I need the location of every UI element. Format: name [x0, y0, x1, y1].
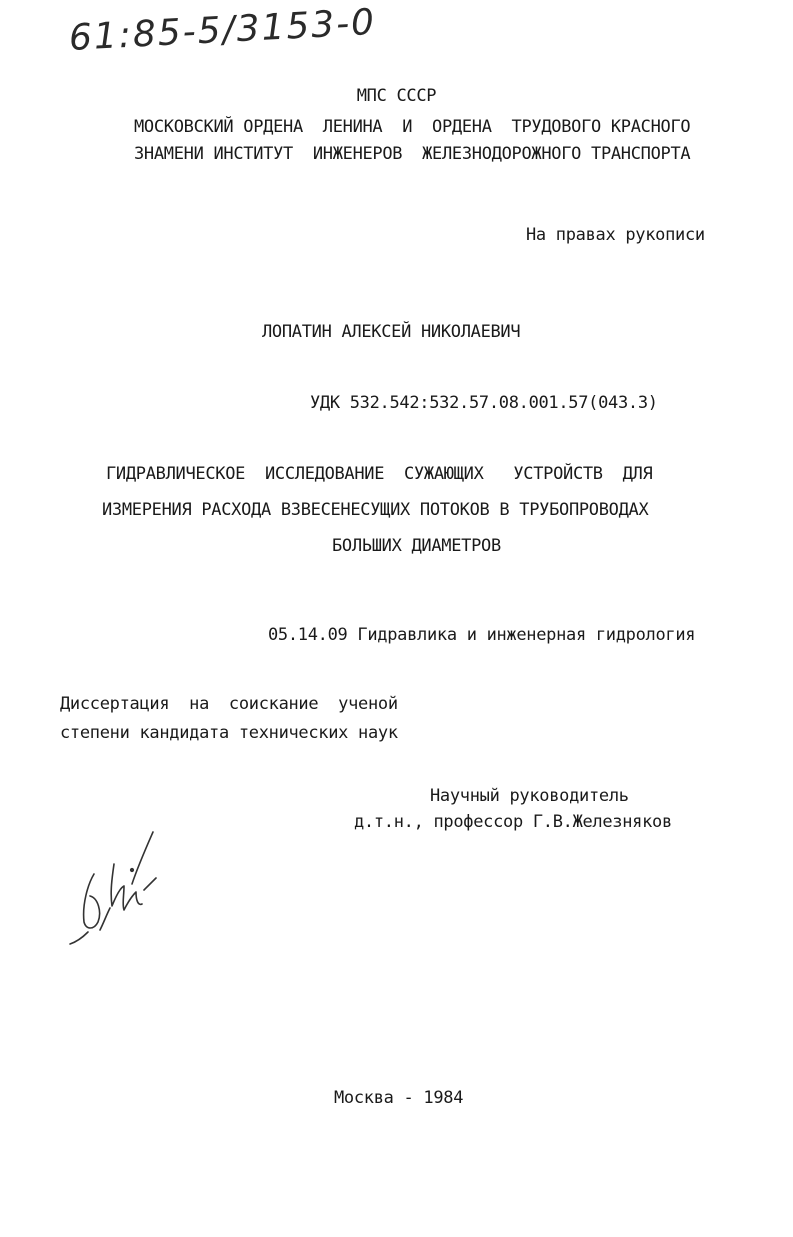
degree-line-1: Диссертация на соискание ученой [60, 694, 398, 714]
specialty-code: 05.14.09 Гидравлика и инженерная гидрология [268, 625, 696, 645]
institute-line-1: МОСКОВСКИЙ ОРДЕНА ЛЕНИНА И ОРДЕНА ТРУДОВОГО КРАСНОГО [134, 117, 691, 137]
udk-code: УДК 532.542:532.57.08.001.57(043.3) [310, 393, 658, 413]
title-line-2: ИЗМЕРЕНИЯ РАСХОДА ВЗВЕСЕНЕСУЩИХ ПОТОКОВ В ТРУБОПРОВОДАХ [102, 500, 649, 520]
signature-scribble [58, 826, 170, 956]
ministry-label: МПС СССР [356, 86, 437, 106]
advisor-name: д.т.н., профессор Г.В.Железняков [354, 812, 672, 832]
degree-line-2: степени кандидата технических наук [60, 723, 398, 743]
archive-code-handwritten: 61:85-5/3153-0 [68, 1, 378, 59]
city-year-footer: Москва - 1984 [334, 1088, 464, 1108]
signature-stroke [144, 878, 156, 890]
title-line-3: БОЛЬШИХ ДИАМЕТРОВ [332, 536, 501, 556]
institute-line-2: ЗНАМЕНИ ИНСТИТУТ ИНЖЕНЕРОВ ЖЕЛЕЗНОДОРОЖНОГО ТРАНСПОРТА [134, 144, 691, 164]
signature-stroke [70, 932, 88, 944]
signature-stroke [132, 832, 153, 884]
signature-stroke [84, 874, 100, 928]
signature-stroke [100, 908, 110, 930]
author-name: ЛОПАТИН АЛЕКСЕЙ НИКОЛАЕВИЧ [262, 322, 521, 342]
signature-dot [131, 869, 134, 872]
advisor-role: Научный руководитель [430, 786, 629, 806]
title-line-1: ГИДРАВЛИЧЕСКОЕ ИССЛЕДОВАНИЕ СУЖАЮЩИХ УСТРОЙСТВ ДЛЯ [106, 464, 653, 484]
rights-note: На правах рукописи [526, 225, 705, 245]
